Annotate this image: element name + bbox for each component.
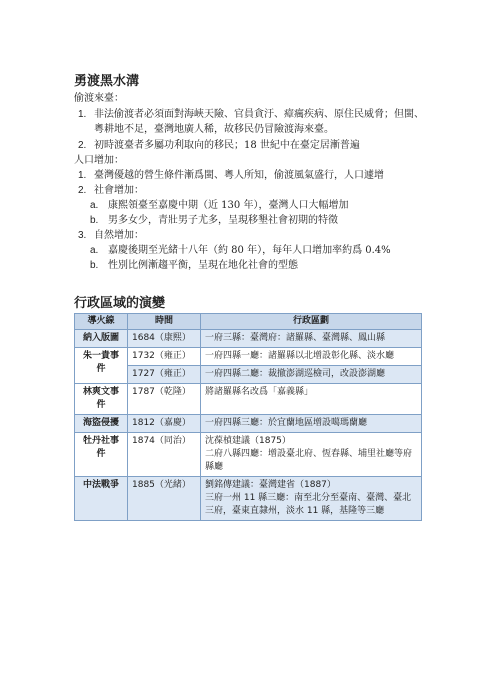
header-time: 時間 bbox=[128, 314, 201, 330]
table-row bbox=[75, 415, 422, 433]
cell-time: 1885（光緒） bbox=[128, 477, 201, 521]
cell-time: 1684（康熙） bbox=[128, 330, 201, 348]
cell-time: 1812（嘉慶） bbox=[128, 415, 201, 433]
list-item-text: 男多女少，青壯男子尤多，呈現移墾社會初期的特徵 bbox=[108, 215, 338, 226]
cell-event: 林爽文事件 bbox=[75, 384, 128, 415]
table-row bbox=[75, 330, 422, 348]
table-row bbox=[75, 384, 422, 415]
cell-division: 一府四縣一廳：諸羅縣以北增設彰化縣、淡水廳 bbox=[201, 348, 422, 366]
division-line: 三府一州 11 縣三廳：南至北分至臺南、臺灣、臺北三府，臺東直隸州，淡水 11 縣，基隆等三廳 bbox=[205, 493, 412, 516]
cell-event: 牡丹社事件 bbox=[75, 433, 128, 477]
section-title-admin: 行政區域的演變 bbox=[74, 296, 166, 311]
cell-time: 1727（雍正） bbox=[128, 366, 201, 384]
cell-event: 中法戰爭 bbox=[75, 477, 128, 521]
list-letter: a. bbox=[90, 245, 99, 256]
list-item-text: 自然增加： bbox=[94, 230, 144, 241]
cell-event: 納入版圖 bbox=[75, 330, 128, 348]
list-item-text: 康熙領臺至嘉慶中期（近 130 年），臺灣人口大幅增加 bbox=[108, 200, 349, 211]
list-number: 1. bbox=[78, 170, 87, 181]
list-item-text: 嘉慶後期至光緒十八年（約 80 年），每年人口增加率約爲 0.4% bbox=[108, 245, 391, 256]
cell-time: 1732（雍正） bbox=[128, 348, 201, 366]
list-letter: b. bbox=[90, 260, 99, 271]
table-row bbox=[75, 477, 422, 521]
subheading-smuggling: 偷渡來臺： bbox=[74, 93, 124, 104]
cell-division: 將諸羅縣名改爲「嘉義縣」 bbox=[201, 384, 422, 415]
cell-event: 海盜侵擾 bbox=[75, 415, 128, 433]
cell-division bbox=[201, 433, 422, 477]
admin-table bbox=[74, 313, 422, 521]
header-division: 行政區劃 bbox=[201, 314, 422, 330]
list-number: 1. bbox=[78, 109, 87, 120]
subheading-population: 人口增加： bbox=[74, 155, 124, 166]
list-item-text: 社會增加： bbox=[94, 185, 144, 196]
division-line: 沈葆楨建議（1875） bbox=[205, 436, 291, 446]
cell-division: 一府四縣二廳：裁撤澎湖巡檢司，改設澎湖廳 bbox=[201, 366, 422, 384]
list-item-text: 初時渡臺者多屬功利取向的移民；18 世紀中在臺定居漸普遍 bbox=[94, 140, 360, 151]
list-item-text: 非法偷渡者必須面對海峽天險、官員貪汙、瘴癘疾病、原住民威脅；但閩、 bbox=[94, 109, 424, 120]
cell-event: 朱一貴事件 bbox=[75, 348, 128, 384]
list-letter: b. bbox=[90, 215, 99, 226]
list-number: 3. bbox=[78, 230, 87, 241]
section-title-crossing: 勇渡黑水溝 bbox=[74, 74, 140, 89]
division-line: 二府八縣四廳：增設臺北府、恆春縣、埔里社廳等府縣廳 bbox=[205, 449, 413, 472]
list-item-text: 性別比例漸趨平衡，呈現在地化社會的型態 bbox=[108, 260, 298, 271]
cell-division: 一府四縣三廳：於宜蘭地區增設噶瑪蘭廳 bbox=[201, 415, 422, 433]
table-row bbox=[75, 433, 422, 477]
cell-division bbox=[201, 477, 422, 521]
list-item-text: 臺灣優越的營生條件漸爲閩、粵人所知，偷渡風氣盛行，人口遽增 bbox=[94, 170, 384, 181]
list-number: 2. bbox=[78, 185, 87, 196]
list-number: 2. bbox=[78, 140, 87, 151]
cell-time: 1787（乾隆） bbox=[128, 384, 201, 415]
cell-division: 一府三縣：臺灣府：諸羅縣、臺灣縣、鳳山縣 bbox=[201, 330, 422, 348]
table-row bbox=[75, 348, 422, 366]
header-trigger: 導火線 bbox=[75, 314, 128, 330]
table-row bbox=[75, 366, 422, 384]
cell-time: 1874（同治） bbox=[128, 433, 201, 477]
list-letter: a. bbox=[90, 200, 99, 211]
list-item-text-cont: 粵耕地不足，臺灣地廣人稀，故移民仍冒險渡海來臺。 bbox=[94, 124, 334, 135]
division-line: 劉銘傳建議：臺灣建省（1887） bbox=[205, 480, 336, 490]
